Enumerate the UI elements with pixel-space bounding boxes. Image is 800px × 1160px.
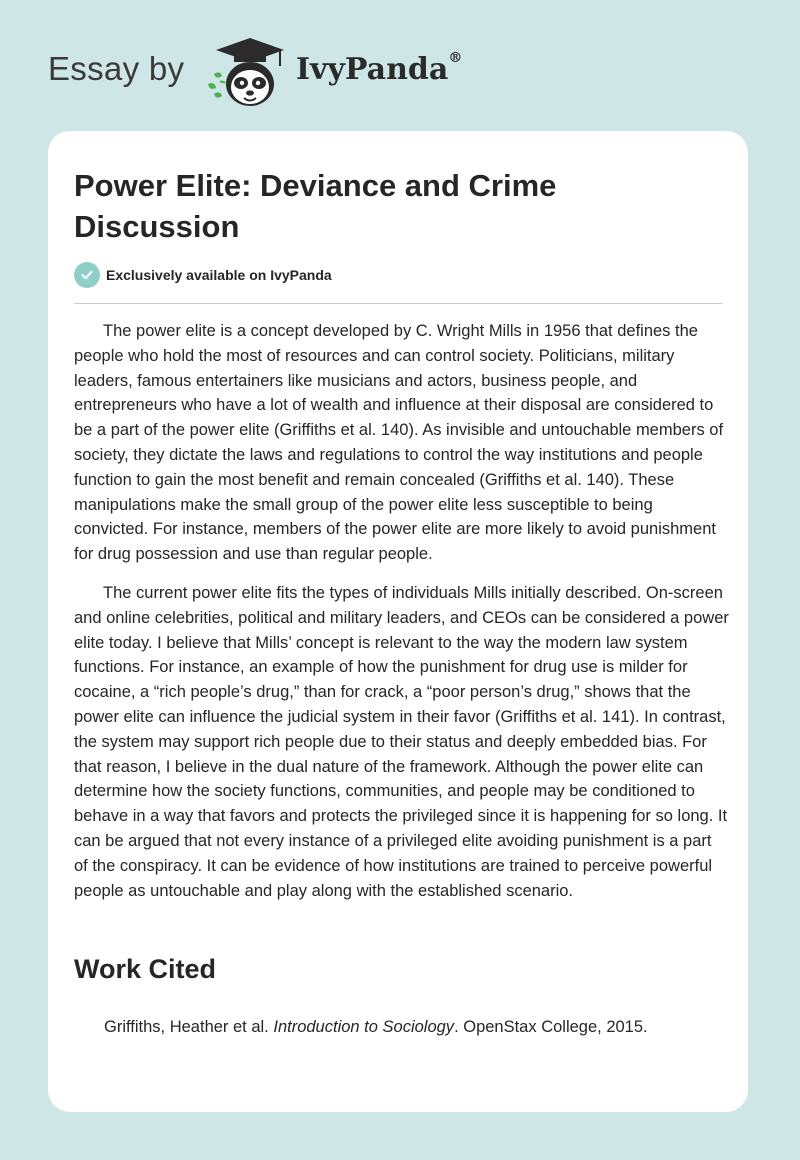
- citation-authors: Griffiths, Heather et al.: [104, 1018, 274, 1036]
- ivy-leaf-icon: [208, 72, 225, 97]
- citation-book-title: Introduction to Sociology: [273, 1018, 455, 1036]
- essay-body: [74, 319, 729, 917]
- registered-mark: ®: [448, 50, 463, 66]
- brand-text: IvyPanda: [296, 52, 449, 87]
- works-cited-heading: Work Cited: [74, 954, 217, 984]
- panda-logo-icon: [200, 34, 292, 110]
- citation-publisher: . OpenStax College, 2015.: [454, 1018, 648, 1036]
- site-header: [0, 0, 800, 130]
- essay-by-label: Essay by: [48, 50, 185, 87]
- essay-card: [48, 131, 748, 1112]
- citation-entry: [104, 1015, 724, 1039]
- paragraph: The current power elite fits the types of individuals Mills initially described. On-screen and online celebrities, political and military leaders, and CEOs can be considered a power elite today. I believe that Mills’ concept is relevant to the way the modern law system functions. For instance, an example of how the punishment for drug use is milder for cocaine, a “rich people’s drug,” than for crack, a “poor person’s drug,” shows that the power elite can influence the judicial system in their favor (Griffiths et al. 141). In contrast, the system may support rich people due to their status and deeply embedded bias. For that reason, I believe in the dual nature of the framework. Although the power elite can determine how the society functions, communities, and people may be conditioned to behave in a way that favors and protects the privileged since it is happening for so long. It can be argued that not every instance of a privileged elite avoiding punishment is a part of the conspiracy. It can be evidence of how institutions are trained to perceive powerful people as untouchable and play along with the established scenario.: [74, 583, 729, 900]
- brand-name[interactable]: [296, 52, 462, 87]
- check-icon: [74, 262, 100, 288]
- badge-label: Exclusively available on IvyPanda: [106, 267, 332, 283]
- divider: [74, 303, 723, 304]
- paragraph: The power elite is a concept developed by C. Wright Mills in 1956 that defines the people who hold the most of resources and can control society. Politicians, military leaders, famous entertainers like musicians and actors, business people, and entrepreneurs who have a lot of wealth and influence at their disposal are considered to be a part of the power elite (Griffiths et al. 140). As invisible and untouchable members of society, they dictate the laws and regulations to control the way institutions and people function to gain the most benefit and remain concealed (Griffiths et al. 140). These manipulations make the small group of the power elite less susceptible to being convicted. For instance, members of the power elite are more likely to avoid punishment for drug possession and use than regular people.: [74, 322, 724, 564]
- exclusive-badge: [74, 262, 332, 288]
- page-title: Power Elite: Deviance and Crime Discussion: [74, 168, 557, 244]
